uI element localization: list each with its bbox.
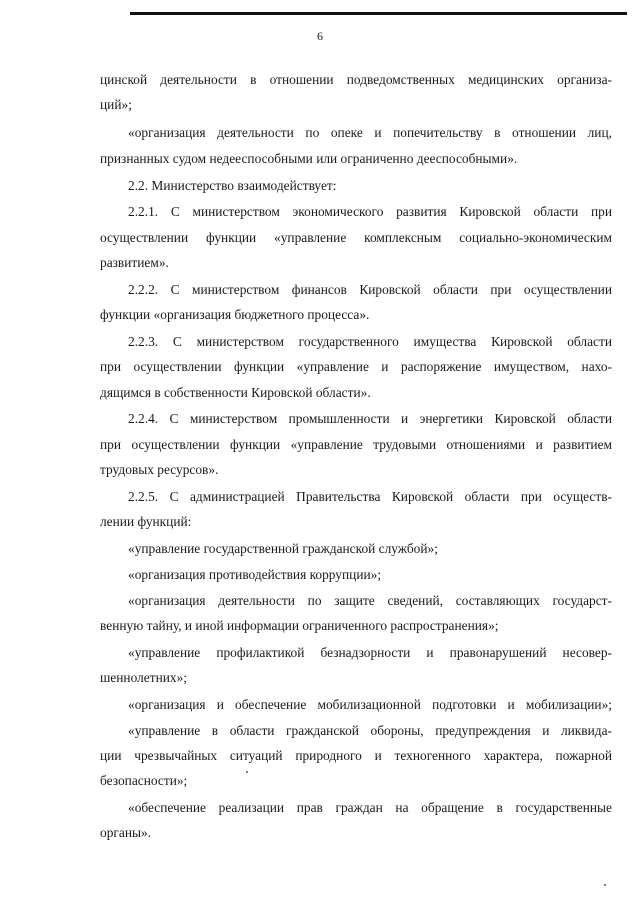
text-line: 2.2.1. С министерством экономического развития Кировской области при bbox=[128, 204, 612, 219]
text-line: дящимся в собственности Кировской области». bbox=[100, 385, 371, 400]
scan-speck bbox=[246, 771, 248, 773]
text-line: «обеспечение реализации прав граждан на обращение в государственные bbox=[128, 800, 612, 815]
text-line: признанных судом недееспособными или ограниченно дееспособными». bbox=[100, 151, 518, 166]
text-line: при осуществлении функции «управление и распоряжение имуществом, нахо- bbox=[100, 359, 612, 374]
text-line: функции «организация бюджетного процесса». bbox=[100, 307, 370, 322]
text-line: цинской деятельности в отношении подведомственных медицинских организа- bbox=[100, 72, 612, 87]
text-line: при осуществлении функции «управление трудовыми отношениями и развитием bbox=[100, 437, 612, 452]
text-line: «организация деятельности по опеке и попечительству в отношении лиц, bbox=[128, 125, 612, 140]
text-line: осуществлении функции «управление комплексным социально-экономическим bbox=[100, 230, 612, 245]
text-line: 2.2.3. С министерством государственного имущества Кировской области bbox=[128, 334, 612, 349]
text-line: ции чрезвычайных ситуаций природного и техногенного характера, пожарной bbox=[100, 748, 612, 763]
page-number: 6 bbox=[317, 29, 323, 43]
text-line: 2.2. Министерство взаимодействует: bbox=[128, 178, 337, 193]
text-line: ций»; bbox=[100, 97, 132, 112]
text-line: безопасности»; bbox=[100, 773, 188, 788]
top-rule bbox=[130, 12, 627, 15]
text-line: 2.2.5. С администрацией Правительства Кировской области при осуществ- bbox=[128, 489, 612, 504]
text-line: «организация деятельности по защите сведений, составляющих государст- bbox=[128, 593, 612, 608]
text-line: 2.2.2. С министерством финансов Кировской области при осуществлении bbox=[128, 282, 612, 297]
text-line: «управление профилактикой безнадзорности и правонарушений несовер- bbox=[128, 645, 612, 660]
text-line: «управление в области гражданской обороны, предупреждения и ликвида- bbox=[128, 723, 612, 738]
text-line: «организация и обеспечение мобилизационной подготовки и мобилизации»; bbox=[128, 697, 612, 712]
text-line: трудовых ресурсов». bbox=[100, 462, 219, 477]
text-line: венную тайну, и иной информации ограниченного распространения»; bbox=[100, 618, 499, 633]
text-line: 2.2.4. С министерством промышленности и энергетики Кировской области bbox=[128, 411, 612, 426]
text-line: развитием». bbox=[100, 255, 169, 270]
scan-speck bbox=[604, 884, 606, 886]
text-line: «управление государственной гражданской службой»; bbox=[128, 541, 438, 556]
text-line: шеннолетних»; bbox=[100, 670, 188, 685]
text-line: лении функций: bbox=[100, 514, 192, 529]
text-line: органы». bbox=[100, 825, 152, 840]
text-line: «организация противодействия коррупции»; bbox=[128, 567, 382, 582]
